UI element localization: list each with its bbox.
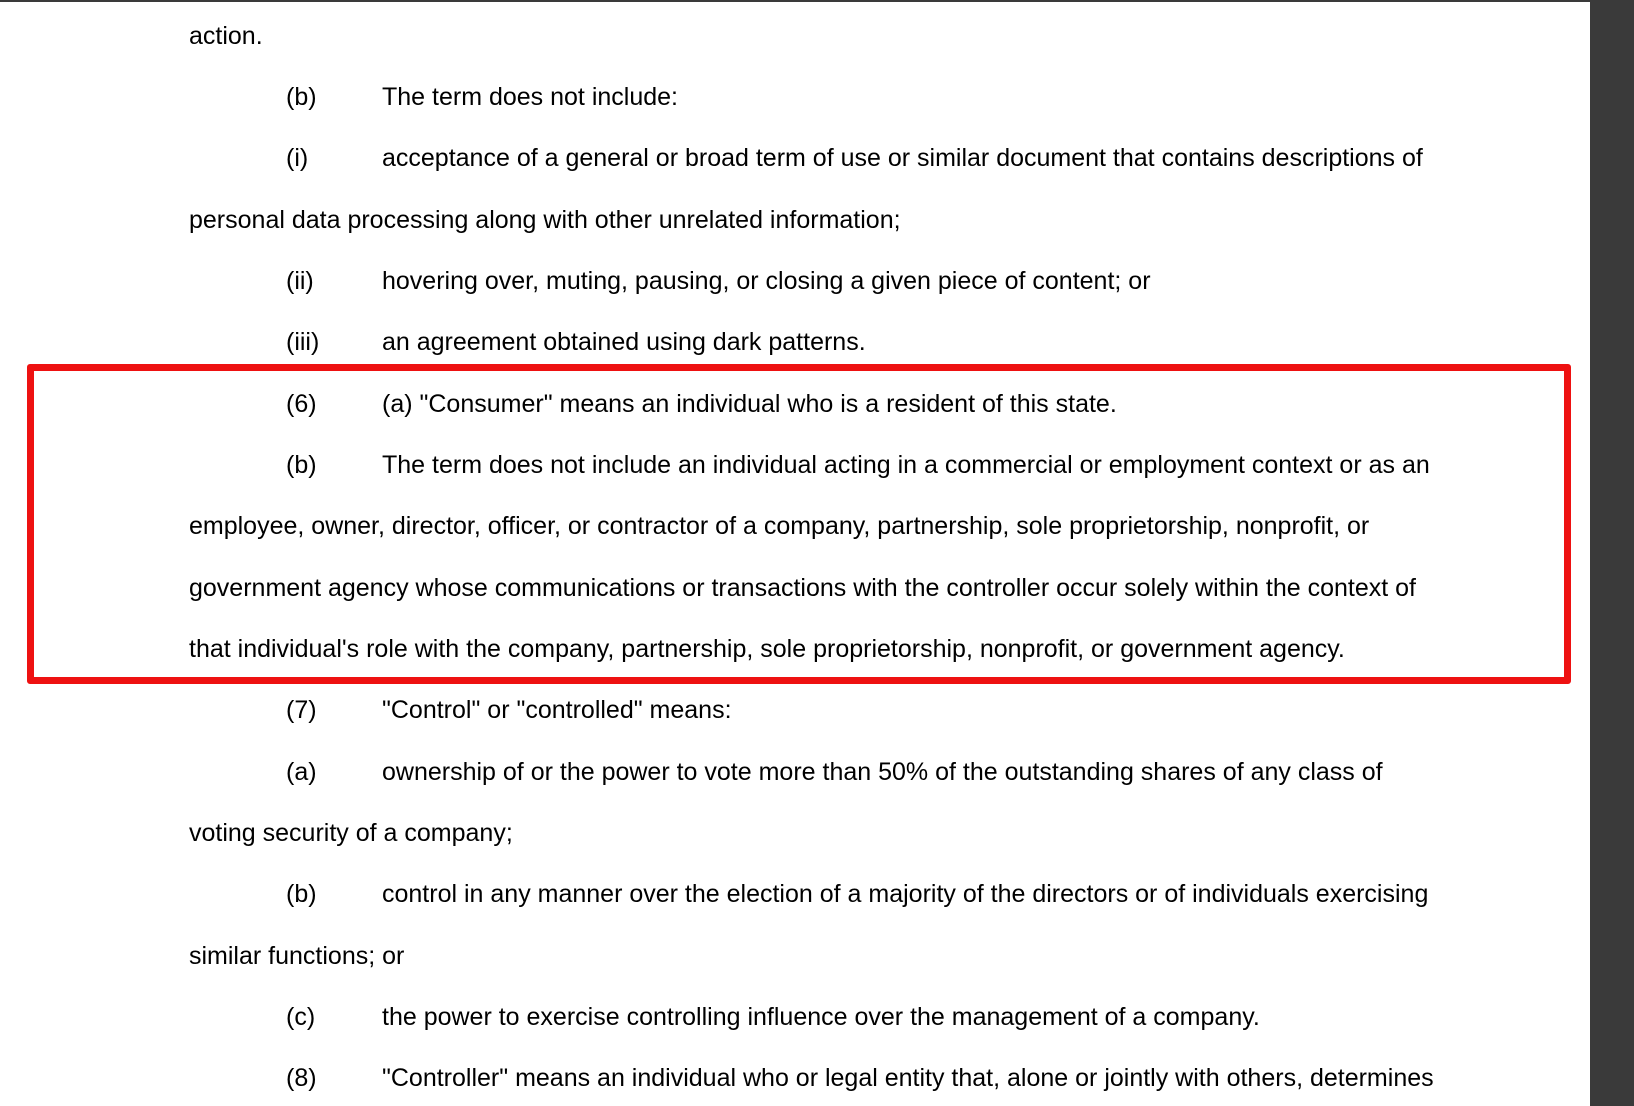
line-text: employee, owner, director, officer, or contractor of a company, partnership, sole proprietorship, nonprofit, or [189, 512, 1370, 540]
doc-line-continuation [0, 16, 1590, 56]
item-number: (6) [286, 390, 317, 418]
item-number: (b) [286, 451, 317, 479]
item-number: (ii) [286, 267, 314, 295]
line-text: action. [189, 22, 263, 50]
doc-line-item [0, 690, 1590, 730]
line-text: that individual's role with the company, partnership, sole proprietorship, nonprofit, or government agency. [189, 635, 1345, 663]
item-text: hovering over, muting, pausing, or closing a given piece of content; or [382, 267, 1151, 295]
doc-line-item [0, 261, 1590, 301]
item-text: "Control" or "controlled" means: [382, 696, 732, 724]
item-text: acceptance of a general or broad term of use or similar document that contains descriptions of [382, 144, 1423, 172]
doc-line-item [0, 77, 1590, 117]
document-page [0, 2, 1590, 1106]
item-number: (c) [286, 1003, 316, 1031]
line-text: personal data processing along with other unrelated information; [189, 206, 901, 234]
item-text: control in any manner over the election of a majority of the directors or of individuals exercising [382, 880, 1429, 908]
doc-line-continuation [0, 813, 1590, 853]
line-text: government agency whose communications or transactions with the controller occur solely within the context of [189, 574, 1416, 602]
item-number: (b) [286, 880, 317, 908]
item-text: The term does not include an individual acting in a commercial or employment context or as an [382, 451, 1430, 479]
item-number: (i) [286, 144, 309, 172]
doc-line-item [0, 874, 1590, 914]
doc-line-continuation [0, 936, 1590, 976]
item-text: ownership of or the power to vote more than 50% of the outstanding shares of any class of [382, 758, 1383, 786]
doc-line-item [0, 997, 1590, 1037]
item-text: "Controller" means an individual who or legal entity that, alone or jointly with others, determines [382, 1064, 1434, 1092]
doc-line-item [0, 138, 1590, 178]
line-text: voting security of a company; [189, 819, 513, 847]
item-number: (a) [286, 758, 317, 786]
item-text: (a) "Consumer" means an individual who is a resident of this state. [382, 390, 1117, 418]
item-number: (8) [286, 1064, 317, 1092]
line-text: similar functions; or [189, 942, 405, 970]
item-text: The term does not include: [382, 83, 678, 111]
doc-line-item [0, 752, 1590, 792]
highlight-box [27, 364, 1571, 684]
item-text: the power to exercise controlling influence over the management of a company. [382, 1003, 1260, 1031]
doc-line-item [0, 322, 1590, 362]
item-number: (b) [286, 83, 317, 111]
item-number: (7) [286, 696, 317, 724]
doc-line-continuation [0, 200, 1590, 240]
doc-line-item [0, 1058, 1590, 1098]
item-number: (iii) [286, 328, 320, 356]
item-text: an agreement obtained using dark patterns. [382, 328, 866, 356]
